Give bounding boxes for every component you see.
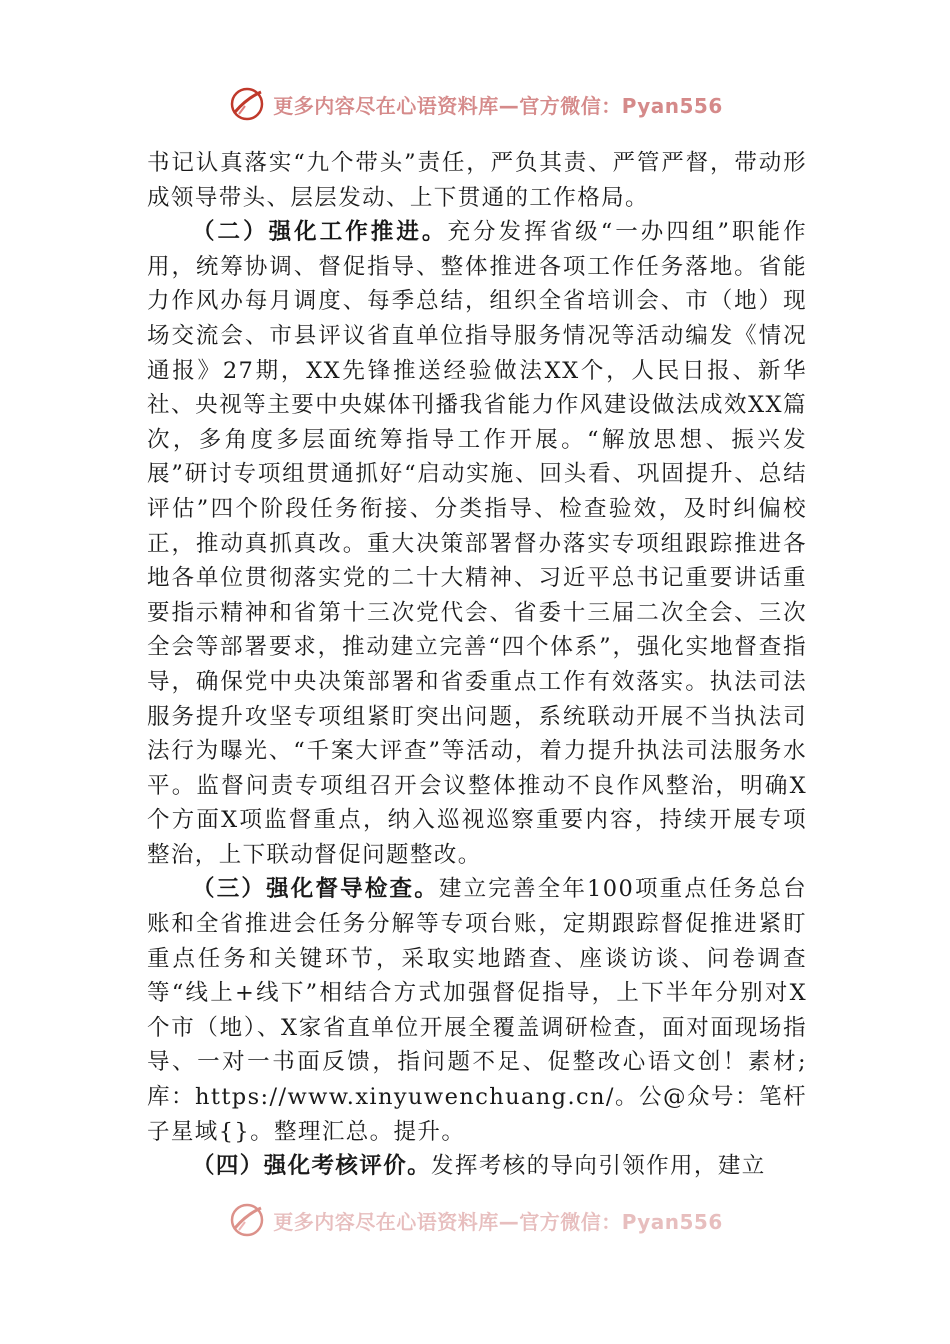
watermark-banner-top <box>0 82 950 126</box>
paragraph-1 <box>147 146 807 215</box>
paragraph-3 <box>147 872 807 1149</box>
document-body <box>147 146 807 1184</box>
paragraph-2 <box>147 215 807 872</box>
section-heading: （二）强化工作推进。 <box>192 219 448 246</box>
paragraph-4 <box>147 1149 807 1184</box>
watermark-text: 更多内容尽在心语资料库—官方微信：Pyan556 <box>273 1209 723 1234</box>
paragraph-body: 发挥考核的导向引领作用，建立 <box>431 1153 766 1180</box>
paragraph-body: 书记认真落实“九个带头”责任，严负其责、严管严督，带动形成领导带头、层层发动、上下贯通的工作格局。 <box>147 150 807 211</box>
section-heading: （三）强化督导检查。 <box>192 876 439 903</box>
section-heading: （四）强化考核评价。 <box>192 1153 432 1180</box>
paragraph-body: 充分发挥省级“一办四组”职能作用，统筹协调、督促指导、整体推进各项工作任务落地。省能力作风办每月调度、每季总结，组织全省培训会、市（地）现场交流会、市县评议省直单位指导服务情况等活动编发《情况通报》27期，XX先锋推送经验做法XX个，人民日报、新华社、央视等主要中央媒体刊播我省能力作风建设做法成效XX篇次，多角度多层面统筹指导工作开展。“解放思想、振兴发展”研讨专项组贯通抓好“启动实施、回头看、巩固提升、总结评估”四个阶段任务衔接、分类指导、检查验效，及时纠偏校正，推动真抓真改。重大决策部署督办落实专项组跟踪推进各地各单位贯彻落实党的二十大精神、习近平总书记重要讲话重要指示精神和省第十三次党代会、省委十三届二次全会、三次全会等部署要求，推动建立完善“四个体系”，强化实地督查指导，确保党中央决策部署和省委重点工作有效落实。执法司法服务提升攻坚专项组紧盯突出问题，系统联动开展不当执法司法行为曝光、“千案大评查”等活动，着力提升执法司法服务水平。监督问责专项组召开会议整体推动不良作风整治，明确X个方面X项监督重点，纳入巡视巡察重要内容，持续开展专项整治，上下联动督促问题整改。 <box>147 219 807 868</box>
pen-logo-icon <box>227 84 267 124</box>
paragraph-body: 建立完善全年100项重点任务总台账和全省推进会任务分解等专项台账，定期跟踪督促推进紧盯重点任务和关键环节，采取实地踏查、座谈访谈、问卷调查等“线上+线下”相结合方式加强督促指导，上下半年分别对X个市（地）、X家省直单位开展全覆盖调研检查，面对面现场指导、一对一书面反馈，指问题不足、促整改心语文创！素材;库：https://www.xinyuwenchuang.cn/。公@众号：笔杆子星域{}。整理汇总。提升。 <box>147 876 807 1145</box>
watermark-text: 更多内容尽在心语资料库—官方微信：Pyan556 <box>273 93 723 118</box>
pen-logo-icon <box>227 1200 267 1240</box>
watermark-banner-bottom <box>0 1198 950 1242</box>
